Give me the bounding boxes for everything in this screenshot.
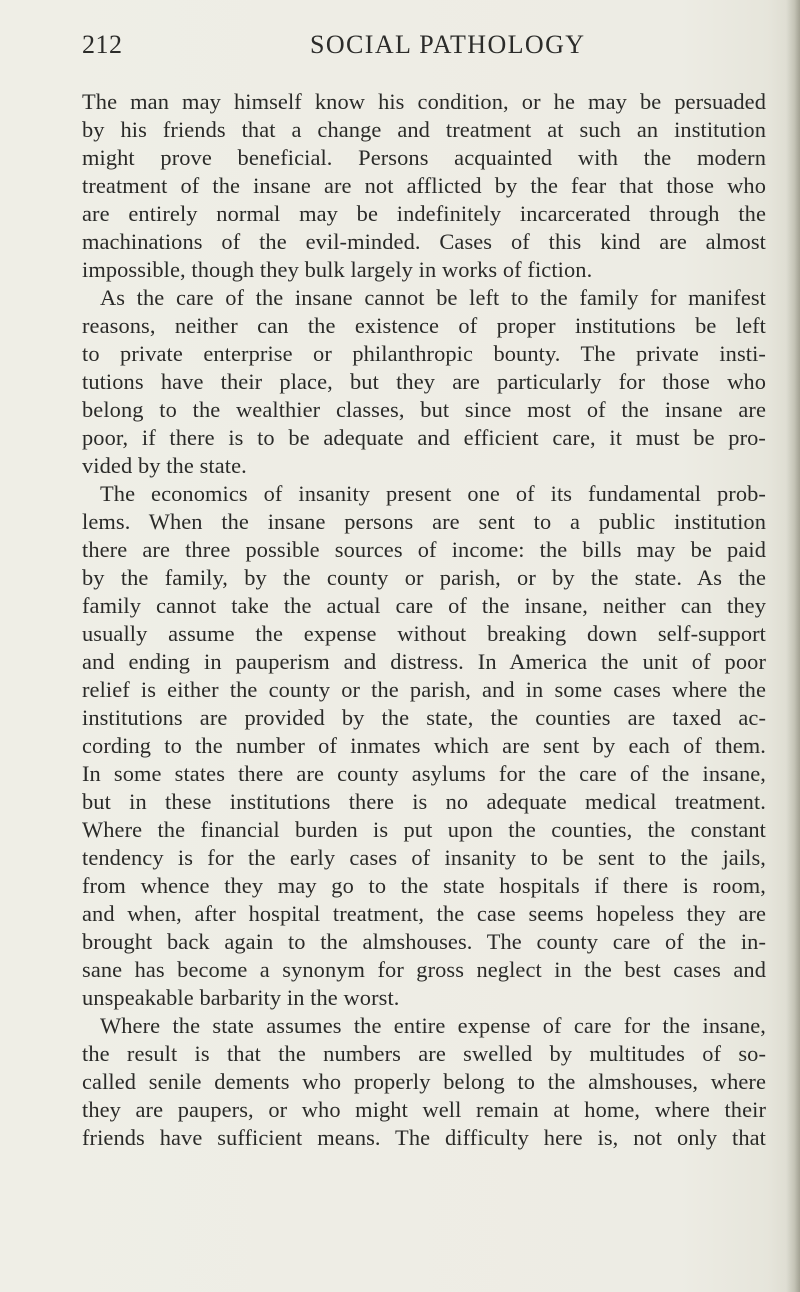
text-line: friends have sufficient means. The difficulty here is, not only that [82,1125,766,1150]
text-line: they are paupers, or who might well remain at home, where their [82,1097,766,1122]
text-line: and when, after hospital treatment, the case seems hopeless they are [82,901,766,926]
text-line: machinations of the evil-minded. Cases of this kind are almost [82,229,766,254]
paragraph-start-line: The economics of insanity present one of its fundamental prob- [100,481,766,506]
text-line: cording to the number of inmates which are sent by each of them. [82,733,766,758]
text-line: sane has become a synonym for gross neglect in the best cases and [82,957,766,982]
text-line: In some states there are county asylums for the care of the insane, [82,761,766,786]
paragraph-start-line: Where the state assumes the entire expense of care for the insane, [100,1013,766,1038]
text-line: belong to the wealthier classes, but since most of the insane are [82,397,766,422]
text-line: by the family, by the county or parish, or by the state. As the [82,565,766,590]
text-line: there are three possible sources of income: the bills may be paid [82,537,766,562]
text-line: unspeakable barbarity in the worst. [82,985,400,1010]
text-line: from whence they may go to the state hospitals if there is room, [82,873,766,898]
running-head: SOCIAL PATHOLOGY [310,30,586,59]
body-text [82,88,766,1152]
text-line: relief is either the county or the parish, and in some cases where the [82,677,766,702]
text-line: family cannot take the actual care of the insane, neither can they [82,593,766,618]
text-line: the result is that the numbers are swelled by multitudes of so- [82,1041,766,1066]
text-line: impossible, though they bulk largely in works of fiction. [82,257,593,282]
text-line: to private enterprise or philanthropic bounty. The private insti- [82,341,766,366]
text-line: lems. When the insane persons are sent to a public institution [82,509,766,534]
text-line: reasons, neither can the existence of proper institutions be left [82,313,766,338]
text-line: vided by the state. [82,453,247,478]
text-line: institutions are provided by the state, the counties are taxed ac- [82,705,766,730]
text-line: and ending in pauperism and distress. In America the unit of poor [82,649,766,674]
text-line: tutions have their place, but they are particularly for those who [82,369,766,394]
text-line: but in these institutions there is no adequate medical treatment. [82,789,766,814]
text-line: brought back again to the almshouses. The county care of the in- [82,929,766,954]
text-line: treatment of the insane are not afflicted by the fear that those who [82,173,766,198]
text-line: usually assume the expense without breaking down self-support [82,621,766,646]
text-line: might prove beneficial. Persons acquainted with the modern [82,145,766,170]
page-number: 212 [82,30,123,59]
paragraph-start-line: As the care of the insane cannot be left to the family for manifest [100,285,766,310]
text-line: tendency is for the early cases of insanity to be sent to the jails, [82,845,766,870]
text-line: are entirely normal may be indefinitely incarcerated through the [82,201,766,226]
text-line: The man may himself know his condition, or he may be persuaded [82,89,766,114]
text-line: poor, if there is to be adequate and efficient care, it must be pro- [82,425,766,450]
text-line: Where the financial burden is put upon the counties, the constant [82,817,766,842]
text-line: by his friends that a change and treatment at such an institution [82,117,766,142]
text-line: called senile dements who properly belong to the almshouses, where [82,1069,766,1094]
page-edge-shadow [786,0,800,1292]
page-header [82,30,762,70]
